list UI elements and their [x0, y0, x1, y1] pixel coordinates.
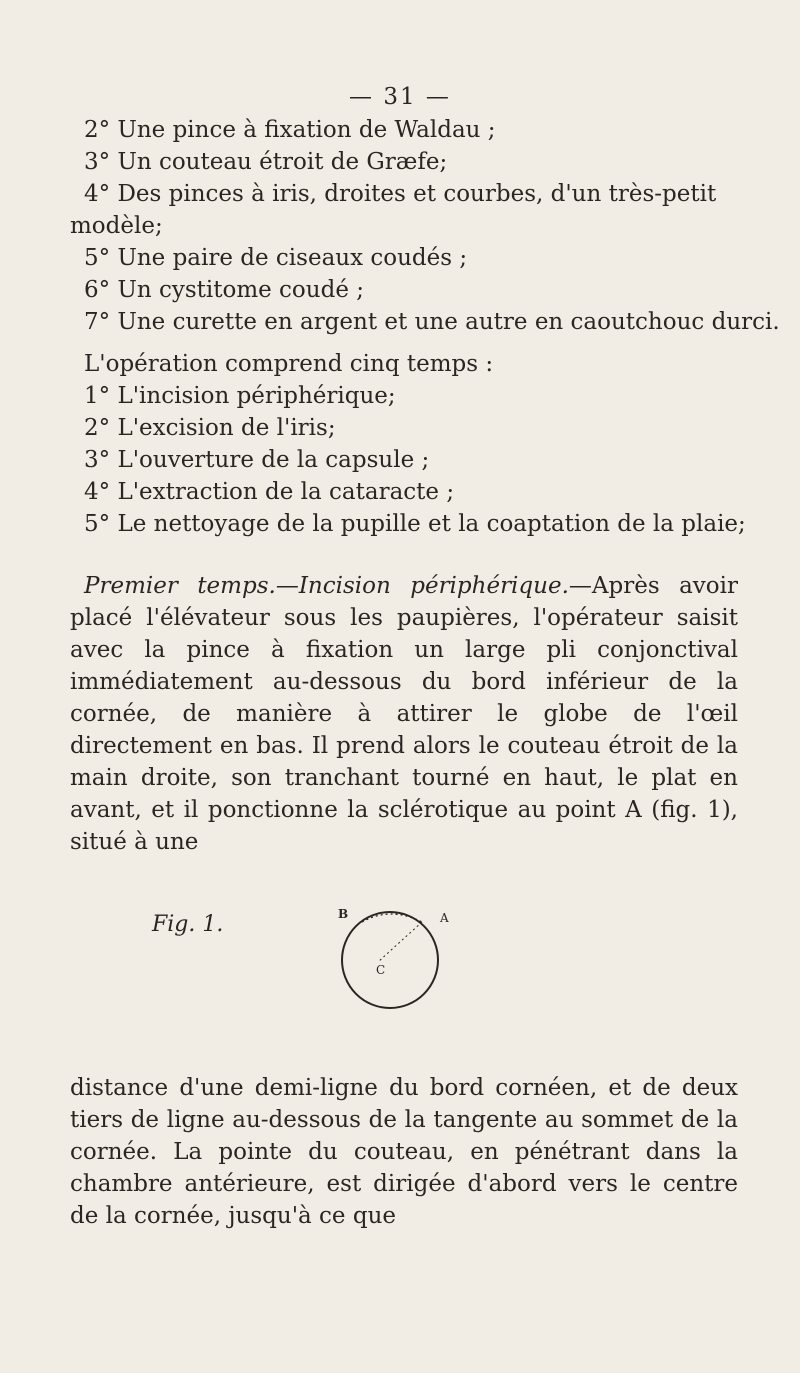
knife-path: [378, 922, 422, 962]
list-item: 3° Un couteau étroit de Græfe;: [84, 149, 448, 175]
list-item: 4° Des pinces à iris, droites et courbes, d'un très-petit modèle;: [70, 181, 717, 239]
figure-1: [70, 872, 738, 1072]
first-step-heading: Premier temps.—Incision périphérique.: [84, 573, 569, 599]
list-item: 2° Une pince à fixation de Waldau ;: [84, 117, 496, 143]
list-item: 5° Une paire de ciseaux coudés ;: [84, 245, 468, 271]
point-c-label: C: [376, 963, 386, 977]
instrument-list: [70, 114, 780, 338]
page-number: — 31 —: [349, 84, 451, 110]
list-item: 4° L'extraction de la cataracte ;: [84, 479, 455, 505]
point-b-label: B: [338, 907, 349, 921]
first-step-paragraph: [70, 570, 738, 858]
continuation-paragraph: distance d'une demi-ligne du bord cornéen, et de deux tiers de ligne au-dessous de la tangente au sommet de la cornée. La pointe du couteau, en pénétrant dans la chambre antérieure, est dirigée d'abord vers le centre de la cornée, jusqu'à ce que: [70, 1075, 738, 1229]
first-step-body: —Après avoir placé l'élévateur sous les paupières, l'opérateur saisit avec la pince à fixation un large pli conjonctival immédiatement au-dessous du bord inférieur de la cornée, de manière à attirer le globe de l'œil directement en bas. Il prend alors le couteau étroit de la main droite, son tranchant tourné en haut, le plat en avant, et il ponctionne la sclérotique au point A (fig. 1), situé à une: [70, 573, 738, 855]
figure-label: Fig. 1.: [152, 912, 224, 937]
list-item: 5° Le nettoyage de la pupille et la coaptation de la plaie;: [84, 511, 746, 537]
steps-intro: L'opération comprend cinq temps :: [84, 351, 494, 377]
point-a-label: A: [440, 911, 449, 925]
cornea-circle: [342, 912, 438, 1008]
list-item: 7° Une curette en argent et une autre en caoutchouc durci.: [84, 309, 780, 335]
list-item: 1° L'incision périphérique;: [84, 383, 396, 409]
list-item: 3° L'ouverture de la capsule ;: [84, 447, 430, 473]
cornea-diagram: [288, 890, 488, 1030]
list-item: 6° Un cystitome coudé ;: [84, 277, 364, 303]
steps-list: [70, 380, 746, 540]
list-item: 2° L'excision de l'iris;: [84, 415, 336, 441]
